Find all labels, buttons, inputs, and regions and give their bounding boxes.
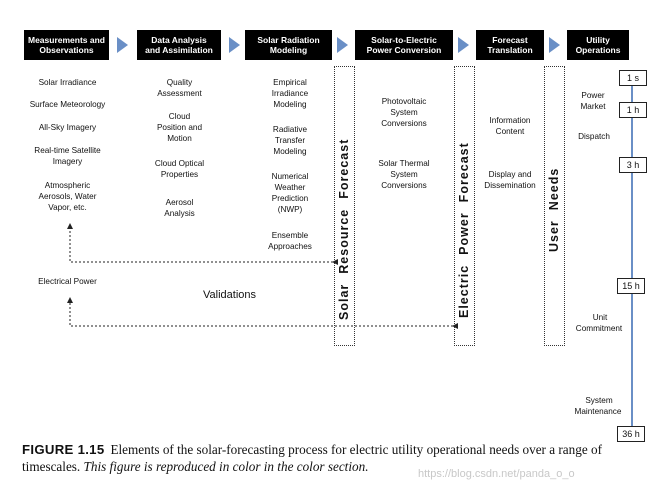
vlabel-word: Resource <box>337 208 351 274</box>
timescale-tick: 1 h <box>619 102 647 118</box>
header-line: Measurements and <box>28 35 105 45</box>
flow-arrow-icon <box>117 37 128 53</box>
validations-label: Validations <box>203 289 256 301</box>
header-analysis <box>137 30 221 60</box>
timescale-tick: 36 h <box>617 426 645 442</box>
header-utility <box>567 30 629 60</box>
list-item: Approaches <box>268 242 312 251</box>
vlabel-word: Power <box>457 212 471 255</box>
utility-item: Market <box>580 102 606 111</box>
list-item: Electrical Power <box>38 277 97 286</box>
list-item: Transfer <box>274 136 306 145</box>
list-item: Conversions <box>381 181 427 190</box>
vlabel-word: Electric <box>457 264 471 318</box>
list-item: Aerosols, Water <box>38 192 97 201</box>
list-item: Properties <box>160 170 199 179</box>
header-measurements <box>24 30 109 60</box>
list-item: Prediction <box>271 194 309 203</box>
list-item: Modeling <box>273 100 307 109</box>
vlabel-word: Forecast <box>457 142 471 203</box>
list-item: Display and <box>488 170 532 179</box>
utility-item: Dispatch <box>578 132 610 141</box>
flow-arrow-icon <box>229 37 240 53</box>
solar-resource-forecast-label <box>337 129 351 320</box>
header-line: Power Conversion <box>366 45 442 55</box>
utility-item: Unit <box>592 313 608 322</box>
list-item: Analysis <box>164 209 195 218</box>
header-line: Modeling <box>269 45 308 55</box>
list-item: (NWP) <box>277 205 303 214</box>
utility-item: Commitment <box>575 324 623 333</box>
list-item: Dissemination <box>484 181 536 190</box>
flow-arrow-icon <box>549 37 560 53</box>
watermark-text: https://blog.csdn.net/panda_o_o <box>418 468 575 480</box>
list-item: Photovoltaic <box>381 97 427 106</box>
timescale-tick: 15 h <box>617 278 645 294</box>
vlabel-word: Solar <box>337 283 351 320</box>
list-item: Solar Thermal <box>378 159 430 168</box>
list-item: System <box>390 108 418 117</box>
header-line: Solar Radiation <box>257 35 320 45</box>
header-line: Translation <box>487 45 533 55</box>
header-line: Data Analysis <box>151 35 207 45</box>
header-line: Utility <box>586 35 610 45</box>
list-item: Surface Meteorology <box>29 100 106 109</box>
header-conversion <box>355 30 453 60</box>
utility-item: System <box>585 396 613 405</box>
list-item: Quality <box>166 78 193 87</box>
list-item: Content <box>495 127 525 136</box>
list-item: Cloud <box>168 112 191 121</box>
list-item: Solar Irradiance <box>38 78 97 87</box>
list-item: All-Sky Imagery <box>38 123 97 132</box>
list-item: Empirical <box>273 78 307 87</box>
list-item: Atmospheric <box>44 181 91 190</box>
header-translation <box>476 30 544 60</box>
header-line: Forecast <box>492 35 528 45</box>
vlabel-word: User <box>547 220 561 252</box>
header-line: Observations <box>39 45 94 55</box>
list-item: Irradiance <box>271 89 309 98</box>
caption-label: FIGURE 1.15 <box>22 442 105 457</box>
validation-arrow-lower <box>70 298 453 326</box>
timescale-tick: 3 h <box>619 157 647 173</box>
list-item: Weather <box>274 183 306 192</box>
list-item: Imagery <box>52 157 83 166</box>
list-item: Radiative <box>272 125 308 134</box>
flow-arrow-icon <box>458 37 469 53</box>
utility-item: Power <box>581 91 605 100</box>
list-item: Modeling <box>273 147 307 156</box>
list-item: Numerical <box>271 172 309 181</box>
caption-text: Elements of the solar-forecasting process for electric utility operational needs over a range of timescales. <box>22 442 602 474</box>
list-item: Position and <box>156 123 203 132</box>
list-item: Assessment <box>157 89 202 98</box>
list-item: Motion <box>167 134 192 143</box>
list-item: Vapor, etc. <box>48 203 87 212</box>
list-item: Information <box>489 116 531 125</box>
list-item: Real-time Satellite <box>34 146 101 155</box>
header-line: Operations <box>575 45 621 55</box>
list-item: Aerosol <box>165 198 194 207</box>
header-line: Solar-to-Electric <box>371 35 437 45</box>
list-item: Cloud Optical <box>154 159 205 168</box>
header-modeling <box>245 30 332 60</box>
vlabel-word: Forecast <box>337 138 351 199</box>
vlabel-word: Needs <box>547 167 561 211</box>
list-item: Conversions <box>381 119 427 128</box>
timescale-tick: 1 s <box>619 70 647 86</box>
list-item: System <box>390 170 418 179</box>
user-needs-label <box>547 158 561 252</box>
caption-italic: This figure is reproduced in color in the color section. <box>83 459 369 474</box>
header-line: and Assimilation <box>145 45 213 55</box>
flow-arrow-icon <box>337 37 348 53</box>
electric-power-forecast-label <box>457 132 471 318</box>
utility-item: Maintenance <box>574 407 622 416</box>
list-item: Ensemble <box>271 231 309 240</box>
